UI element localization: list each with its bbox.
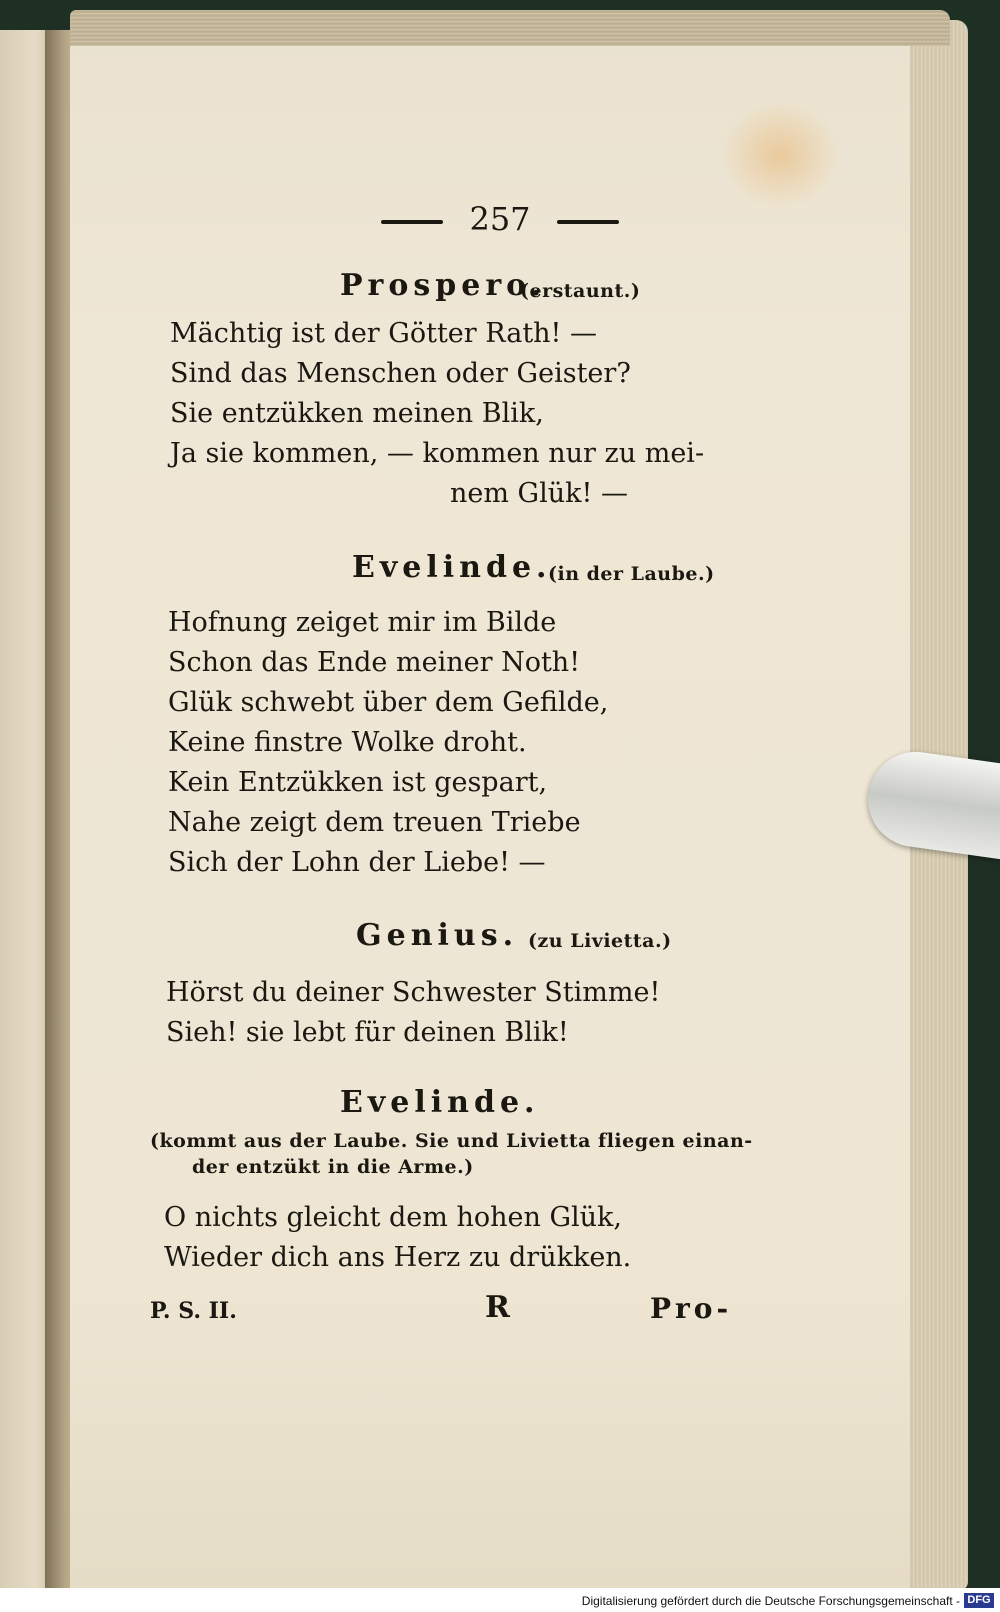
verse-line: Schon das Ende meiner Noth! xyxy=(168,647,581,678)
stage-direction: (kommt aus der Laube. Sie und Livietta fliegen einan- xyxy=(150,1130,753,1152)
paper-stain xyxy=(720,100,840,210)
verse-line: Sind das Menschen oder Geister? xyxy=(170,358,631,389)
stage-direction: der entzükt in die Arme.) xyxy=(192,1156,474,1178)
verse-line: Mächtig ist der Götter Rath! — xyxy=(170,318,597,349)
verse-line: Sich der Lohn der Liebe! — xyxy=(168,847,546,878)
verse-line: Nahe zeigt dem treuen Triebe xyxy=(168,807,581,838)
verse-line: Hofnung zeiget mir im Bilde xyxy=(168,607,557,638)
ornament-rule-right xyxy=(557,220,619,224)
top-page-edge xyxy=(70,10,950,46)
sheet-mark: R xyxy=(485,1290,510,1325)
speaker-name: Genius. xyxy=(356,918,519,953)
verse-line: Wieder dich ans Herz zu drükken. xyxy=(164,1242,632,1273)
verse-line: nem Glük! — xyxy=(450,478,628,509)
page-number-text: 257 xyxy=(469,200,531,238)
stage-direction: (erstaunt.) xyxy=(520,280,641,302)
speaker-name: Evelinde. xyxy=(352,550,552,585)
verse-line: Keine finstre Wolke droht. xyxy=(168,727,527,758)
signature-mark: P. S. II. xyxy=(150,1298,237,1324)
verse-line: O nichts gleicht dem hohen Glük, xyxy=(164,1202,622,1233)
verse-line: Kein Entzükken ist gespart, xyxy=(168,767,548,798)
speaker-name: Prospero. xyxy=(340,268,547,303)
ornament-rule-left xyxy=(381,220,443,224)
verse-line: Ja sie kommen, — kommen nur zu mei- xyxy=(170,438,705,469)
page-number xyxy=(0,200,1000,238)
dfg-logo: DFG xyxy=(964,1593,994,1608)
stage-direction: (in der Laube.) xyxy=(548,563,715,585)
verse-line: Sie entzükken meinen Blik, xyxy=(170,398,544,429)
verse-line: Glük schwebt über dem Gefilde, xyxy=(168,687,609,718)
speaker-name: Evelinde. xyxy=(340,1085,540,1120)
stage-direction: (zu Livietta.) xyxy=(528,930,672,952)
credit-text: Digitalisierung gefördert durch die Deutsche Forschungsgemeinschaft - xyxy=(581,1594,960,1608)
verse-line: Hörst du deiner Schwester Stimme! xyxy=(166,977,661,1008)
verse-line: Sieh! sie lebt für deinen Blik! xyxy=(166,1017,569,1048)
catchword: Pro- xyxy=(650,1292,733,1325)
